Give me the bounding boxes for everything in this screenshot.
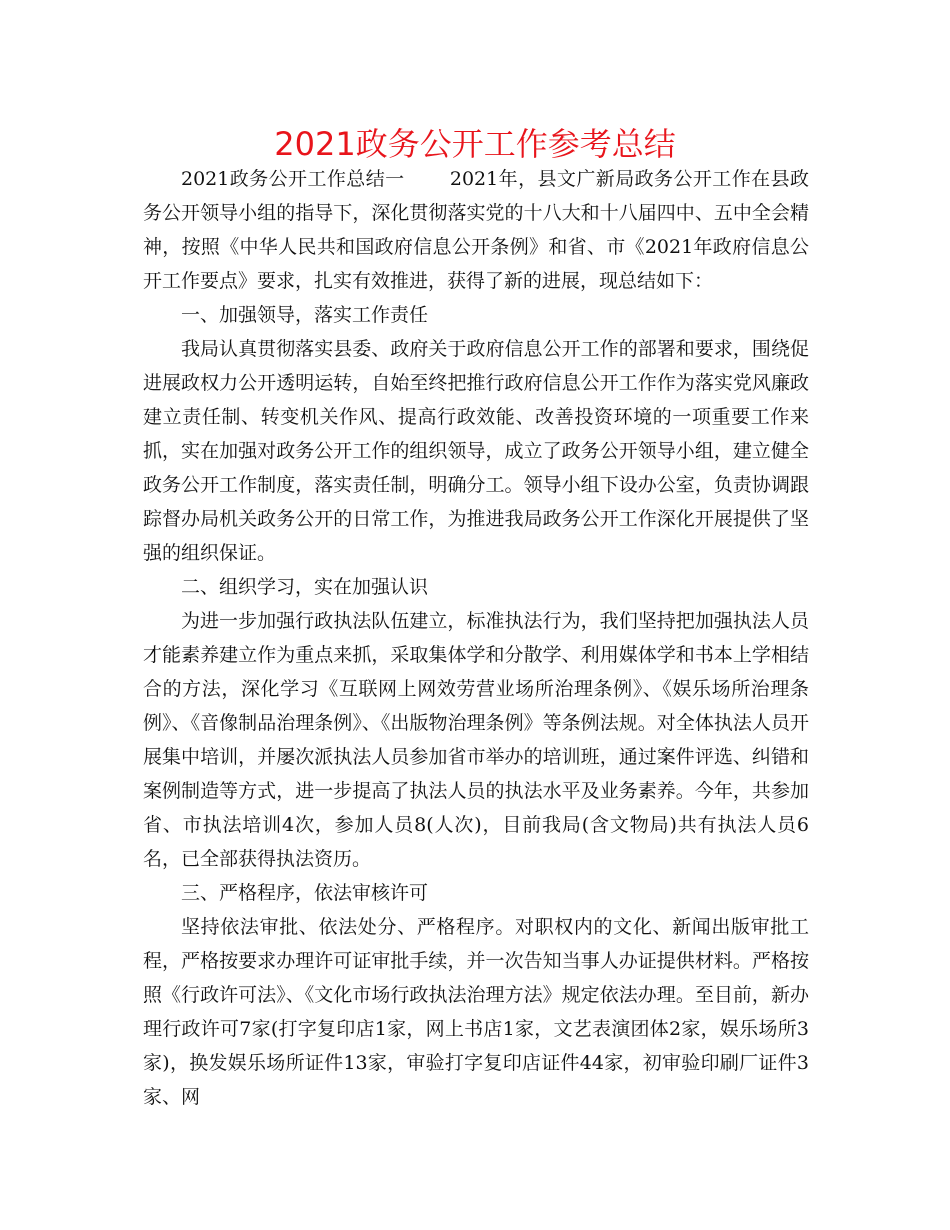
section-heading-3: 三、严格程序，依法审核许可 (181, 882, 429, 904)
paragraph-section-3: 坚持依法审批、依法处分、严格程序。对职权内的文化、新闻出版审批工程，严格按要求办理许可证审批手续，并一次告知当事人办证提供材料。严格按照《行政许可法》、《文化市场行政执法治理方法》规定依法办理。至目前，新办理行政许可7家(打字复印店1家，网上书店1家，文艺表演团体2家，娱乐场所3家)，换发娱乐场所证件13家，审验打字复印店证件44家，初审验印刷厂证件3家、网 (143, 916, 809, 1108)
paragraph-intro: 2021政务公开工作总结一 2021年，县文广新局政务公开工作在县政务公开领导小组的指导下，深化贯彻落实党的十八大和十八届四中、五中全会精神，按照《中华人民共和国政府信息公开条例》和省、市《2021年政府信息公开工作要点》要求，扎实有效推进，获得了新的进展，现总结如下： (143, 168, 809, 292)
paragraph-section-1: 我局认真贯彻落实县委、政府关于政府信息公开工作的部署和要求，围绕促进展政权力公开透明运转，自始至终把推行政府信息公开工作作为落实党风廉政建立责任制、转变机关作风、提高行政效能、改善投资环境的一项重要工作来抓，实在加强对政务公开工作的组织领导，成立了政务公开领导小组，建立健全政务公开工作制度，落实责任制，明确分工。领导小组下设办公室，负责协调跟踪督办局机关政务公开的日常工作，为推进我局政务公开工作深化开展提供了坚强的组织保证。 (143, 338, 809, 564)
section-heading-1: 一、加强领导，落实工作责任 (181, 304, 429, 326)
paragraph-section-2: 为进一步加强行政执法队伍建立，标准执法行为，我们坚持把加强执法人员才能素养建立作为重点来抓，采取集体学和分散学、利用媒体学和书本上学相结合的方法，深化学习《互联网上网效劳营业场所治理条例》、《娱乐场所治理条例》、《音像制品治理条例》、《出版物治理条例》等条例法规。对全体执法人员开展集中培训，并屡次派执法人员参加省市举办的培训班，通过案件评选、纠错和案例制造等方式，进一步提高了执法人员的执法水平及业务素养。今年，共参加省、市执法培训4次，参加人员8(人次)，目前我局(含文物局)共有执法人员6名，已全部获得执法资历。 (143, 610, 809, 870)
section-heading-2: 二、组织学习，实在加强认识 (181, 576, 429, 598)
document-body (143, 162, 809, 1114)
document-title: 2021政务公开工作参考总结 (274, 125, 676, 163)
